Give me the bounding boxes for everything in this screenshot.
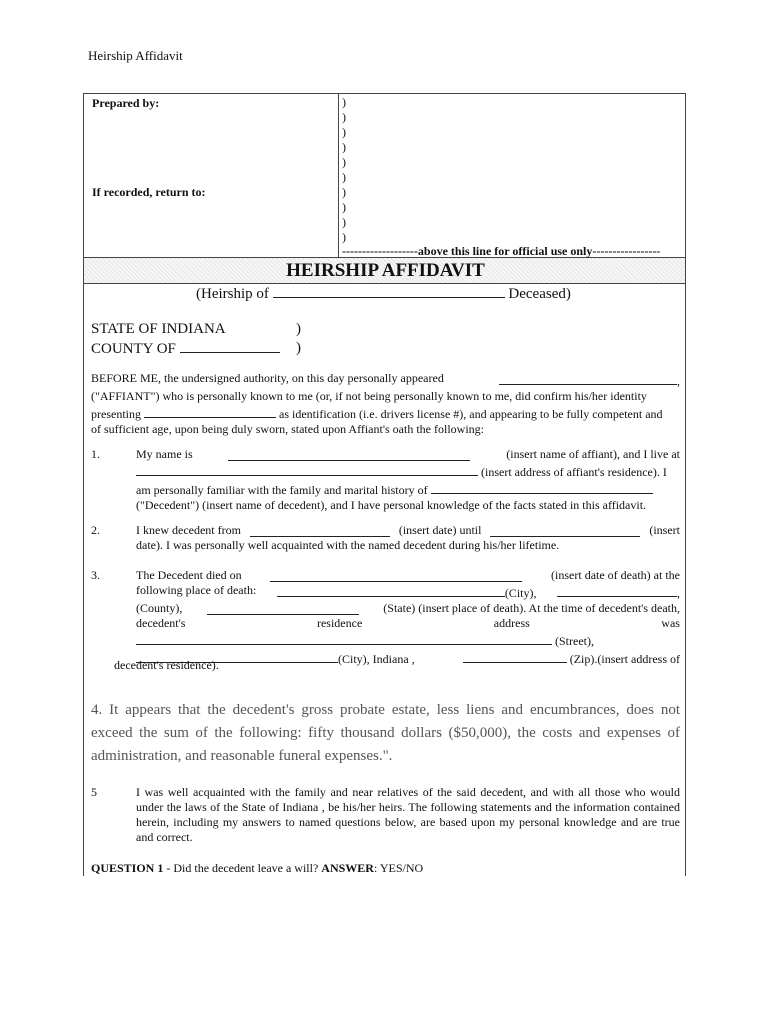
item-2-line-2: date). I was personally well acquainted with the named decedent during his/her lifetime.	[136, 538, 560, 552]
paren: )	[342, 110, 346, 124]
item-number: 5	[91, 785, 97, 799]
subtitle-suffix: Deceased)	[508, 286, 571, 302]
item-text: (City),	[504, 586, 537, 600]
affiant-address-blank[interactable]	[136, 462, 478, 476]
paren: )	[342, 200, 346, 214]
item-text: ,	[677, 586, 680, 600]
question-1	[91, 861, 423, 876]
venue-block	[91, 320, 280, 359]
county-label: COUNTY OF	[91, 341, 176, 357]
document-title: HEIRSHIP AFFIDAVIT	[286, 260, 485, 281]
item-text: I knew decedent from	[136, 523, 241, 537]
title-band	[83, 258, 686, 284]
item-5-paragraph: I was well acquainted with the family and near relatives of the said decedent, and with all those who would under the laws of the State of Indiana , be his/her heirs. The following statements and the information contained herein, including my answers to named questions below, are based upon my personal knowledge and are true and correct.	[136, 785, 680, 844]
item-2	[136, 523, 680, 553]
decedent-name-blank[interactable]	[273, 284, 505, 298]
heirship-subtitle	[196, 284, 571, 303]
frame-left-border	[83, 284, 84, 876]
identification-blank[interactable]	[144, 404, 276, 418]
affiant-name-blank[interactable]	[499, 371, 677, 385]
item-number: 1.	[91, 447, 100, 461]
item-text: address	[493, 616, 530, 630]
item-1	[136, 447, 680, 513]
paren: )	[342, 125, 346, 139]
item-text: (insert	[649, 523, 680, 537]
identification-text: as identification (i.e. drivers license #), and appearing to be fully competent and	[279, 407, 663, 421]
item-4-paragraph: 4. It appears that the decedent's gross probate estate, less liens and encumbrances, does not exceed the sum of the following: fifty thousand dollars ($50,000), the costs and expenses of administration, and reasonable funeral expenses.".	[91, 702, 680, 764]
paren: )	[342, 230, 346, 244]
comma: ,	[677, 374, 680, 388]
item-text: My name is	[136, 447, 193, 461]
item-3-line-1	[136, 568, 680, 583]
item-text: (State) (insert place of death). At the time of decedent's death,	[383, 601, 680, 615]
paren: )	[342, 155, 346, 169]
item-text: (insert date) until	[398, 523, 482, 537]
item-3-line-3	[136, 601, 680, 616]
item-text: (Zip).(insert address of	[569, 652, 680, 666]
paren: )	[296, 321, 301, 337]
presenting-label: presenting	[91, 407, 141, 421]
item-text: (insert name of affiant), and I live at	[506, 447, 680, 461]
item-text: decedent's	[136, 616, 186, 630]
death-date-blank[interactable]	[270, 568, 522, 582]
item-text: residence	[316, 616, 363, 630]
decedent-name-blank[interactable]	[431, 480, 653, 494]
item-3-line-5	[136, 631, 680, 649]
question-label: QUESTION 1	[91, 861, 164, 875]
item-3-line-4	[136, 616, 680, 631]
before-line-4: of sufficient age, upon being duly sworn, stated upon Affiant's oath the following:	[91, 422, 484, 436]
paren: )	[342, 140, 346, 154]
item-3	[136, 568, 680, 667]
paren: )	[342, 185, 346, 199]
item-number: 2.	[91, 523, 100, 537]
state-line: STATE OF INDIANA	[91, 321, 226, 337]
item-2-line-1	[136, 523, 680, 538]
item-1-line-1	[136, 447, 680, 462]
item-text: (City), Indiana ,	[338, 652, 415, 666]
residence-zip-blank[interactable]	[463, 649, 567, 663]
paren: )	[296, 340, 301, 356]
paren-column	[342, 95, 346, 245]
recording-box-divider	[338, 94, 339, 258]
item-text: (Street),	[555, 634, 594, 648]
death-state-blank[interactable]	[207, 601, 359, 615]
before-text: BEFORE ME, the undersigned authority, on this day personally appeared	[91, 371, 444, 385]
item-text: (County),	[136, 601, 183, 615]
item-text: (insert date of death) at the	[551, 568, 680, 582]
end-date-blank[interactable]	[490, 523, 640, 537]
item-1-line-4: ("Decedent") (insert name of decedent), and I have personal knowledge of the facts stated in this affidavit.	[136, 498, 647, 512]
paren: )	[342, 95, 346, 109]
before-line-1	[91, 371, 680, 389]
question-text: - Did the decedent leave a will?	[163, 861, 322, 875]
item-3-line-2	[136, 583, 680, 601]
answer-options[interactable]: : YES/NO	[373, 861, 424, 875]
county-blank[interactable]	[180, 339, 280, 353]
venue-parens	[296, 320, 301, 358]
item-number: 3.	[91, 568, 100, 582]
start-date-blank[interactable]	[250, 523, 390, 537]
county-line	[91, 339, 280, 359]
item-1-line-3	[136, 480, 680, 498]
death-county-blank[interactable]	[557, 583, 677, 597]
item-3-line-7: decedent's residence).	[114, 658, 219, 672]
answer-label: ANSWER	[321, 861, 374, 875]
recording-box	[83, 93, 686, 258]
item-1-line-2	[136, 462, 680, 480]
prepared-by-label: Prepared by:	[92, 96, 160, 110]
subtitle-prefix: (Heirship of	[196, 286, 269, 302]
item-text: following place of death:	[136, 583, 257, 597]
item-text: The Decedent died on	[136, 568, 242, 582]
before-line-3	[91, 404, 680, 422]
residence-street-blank[interactable]	[136, 631, 552, 645]
frame-right-border	[685, 284, 686, 876]
paren: )	[342, 215, 346, 229]
recorded-return-label: If recorded, return to:	[92, 185, 206, 199]
item-text: am personally familiar with the family and marital history of	[136, 483, 428, 497]
before-line-2: ("AFFIANT") who is personally known to me (or, if not being personally known to me, did confirm his/her identity	[91, 389, 647, 403]
paren: )	[342, 170, 346, 184]
death-city-blank[interactable]	[277, 583, 505, 597]
item-text: was	[661, 616, 680, 630]
official-use-line: -------------------above this line for official use only-----------------	[342, 244, 661, 258]
item-text: (insert address of affiant's residence). I	[481, 465, 667, 479]
affiant-name-blank[interactable]	[228, 447, 470, 461]
before-me-paragraph	[91, 371, 680, 437]
page-header: Heirship Affidavit	[88, 48, 183, 63]
